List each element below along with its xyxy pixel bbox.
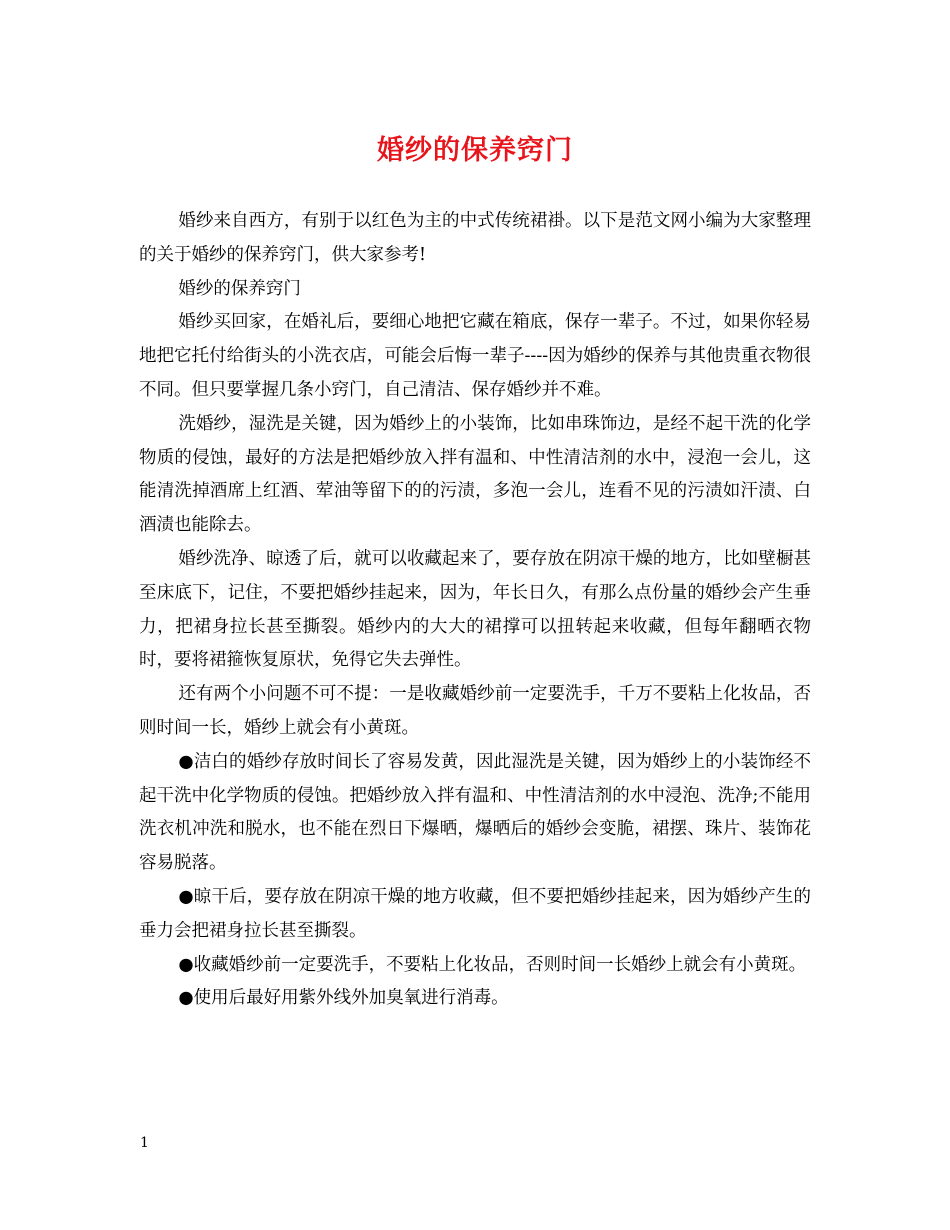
paragraph-subheading: 婚纱的保养窍门 xyxy=(178,278,301,299)
page-number: 1 xyxy=(140,1135,149,1151)
paragraph: 还有两个小问题不可不提：一是收藏婚纱前一定要洗手，千万不要粘上化妆品，否则时间一长，婚纱上就会有小黄斑。 xyxy=(139,684,811,738)
paragraph-intro: 婚纱来自西方，有别于以红色为主的中式传统裙褂。以下是范文网小编为大家整理的关于婚纱的保养窍门，供大家参考! xyxy=(139,211,811,265)
bullet-paragraph: ●洁白的婚纱存放时间长了容易发黄，因此湿洗是关键，因为婚纱上的小装饰经不起干洗中化学物质的侵蚀。把婚纱放入拌有温和、中性清洁剂的水中浸泡、洗净;不能用洗衣机冲洗和脱水，也不能在烈日下爆晒，爆晒后的婚纱会变脆，裙摆、珠片、装饰花容易脱落。 xyxy=(139,751,811,874)
paragraph: 婚纱洗净、晾透了后，就可以收藏起来了，要存放在阴凉干燥的地方，比如壁橱甚至床底下，记住，不要把婚纱挂起来，因为，年长日久，有那么点份量的婚纱会产生垂力，把裙身拉长甚至撕裂。婚纱内的大大的裙撑可以扭转起来收藏，但每年翻晒衣物时，要将裙箍恢复原状，免得它失去弹性。 xyxy=(139,548,811,671)
paragraph: 婚纱买回家，在婚礼后，要细心地把它藏在箱底，保存一辈子。不过，如果你轻易地把它托付给街头的小洗衣店，可能会后悔一辈子----因为婚纱的保养与其他贵重衣物很不同。但只要掌握几条小窍门，自己清洁、保存婚纱并不难。 xyxy=(139,312,811,400)
paragraph: 洗婚纱，湿洗是关键，因为婚纱上的小装饰，比如串珠饰边，是经不起干洗的化学物质的侵蚀，最好的方法是把婚纱放入拌有温和、中性清洁剂的水中，浸泡一会儿，这能清洗掉酒席上红酒、荤油等留下的的污渍，多泡一会儿，连看不见的污渍如汗渍、白酒渍也能除去。 xyxy=(139,413,811,536)
bullet-paragraph: ●收藏婚纱前一定要洗手，不要粘上化妆品，否则时间一长婚纱上就会有小黄斑。 xyxy=(178,954,807,975)
document-body xyxy=(139,205,811,1016)
document-title: 婚纱的保养窍门 xyxy=(377,135,573,166)
bullet-paragraph: ●使用后最好用紫外线外加臭氧进行消毒。 xyxy=(178,988,509,1009)
bullet-paragraph: ●晾干后，要存放在阴凉干燥的地方收藏，但不要把婚纱挂起来，因为婚纱产生的垂力会把裙身拉长甚至撕裂。 xyxy=(139,886,811,941)
